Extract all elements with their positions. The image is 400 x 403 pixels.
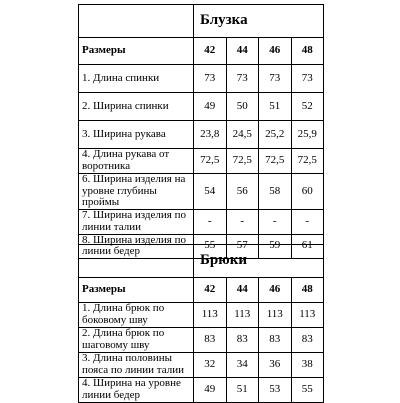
table-row [79,121,324,149]
cell-value: 60 [291,174,324,210]
cell-value: 57 [226,234,259,258]
row-label: 2. Длина брюк по шаговому шву [79,328,194,353]
cell-value: 36 [259,353,292,378]
cell-value: 73 [291,65,324,93]
blouse-size-table [78,4,324,259]
row-label: 4. Ширина на уровне линии бедер [79,378,194,403]
cell-value: 73 [194,65,227,93]
trousers-header-row [79,278,324,303]
blouse-title: Блузка [194,5,324,38]
blouse-header-row [79,38,324,65]
cell-value: 50 [226,93,259,121]
cell-value: 56 [226,174,259,210]
table-row [79,93,324,121]
table-row [79,174,324,210]
size-header: 42 [194,38,227,65]
cell-value: - [291,209,324,234]
cell-value: 83 [226,328,259,353]
cell-value: 23,8 [194,121,227,149]
cell-value: 83 [194,328,227,353]
cell-value: 55 [194,234,227,258]
cell-value: 58 [259,174,292,210]
cell-value: 72,5 [259,149,292,174]
cell-value: - [259,209,292,234]
row-label: 3. Длина половины пояса по линии талии [79,353,194,378]
cell-value: 59 [259,234,292,258]
row-label: 7. Ширина изделия по линии талии [79,209,194,234]
row-label: 1. Длина спинки [79,65,194,93]
row-label: 1. Длина брюк по боковому шву [79,303,194,328]
size-header: 48 [291,278,324,303]
row-label: 4. Длина рукава от воротника [79,149,194,174]
blank-cell [79,245,194,278]
cell-value: 113 [226,303,259,328]
cell-value: 72,5 [194,149,227,174]
cell-value: 72,5 [226,149,259,174]
table-row [79,65,324,93]
cell-value: - [226,209,259,234]
cell-value: 32 [194,353,227,378]
table-row [79,328,324,353]
trousers-title: Брюки [194,245,324,278]
cell-value: 38 [291,353,324,378]
cell-value: 83 [259,328,292,353]
cell-value: 53 [259,378,292,403]
cell-value: 25,2 [259,121,292,149]
table-row [79,303,324,328]
blouse-title-row [79,5,324,38]
row-label: 2. Ширина спинки [79,93,194,121]
trousers-title-row [79,245,324,278]
cell-value: 52 [291,93,324,121]
cell-value: 72,5 [291,149,324,174]
cell-value: 113 [259,303,292,328]
trousers-size-table [78,244,324,403]
row-label: 8. Ширина изделия по линии бедер [79,234,194,258]
size-header: 46 [259,38,292,65]
sizes-header: Размеры [79,38,194,65]
cell-value: 34 [226,353,259,378]
cell-value: 24,5 [226,121,259,149]
sizes-header: Размеры [79,278,194,303]
cell-value: 73 [259,65,292,93]
cell-value: 54 [194,174,227,210]
cell-value: 113 [291,303,324,328]
cell-value: 83 [291,328,324,353]
cell-value: 51 [259,93,292,121]
table-row [79,149,324,174]
table-row [79,209,324,234]
size-header: 44 [226,38,259,65]
cell-value: 25,9 [291,121,324,149]
cell-value: 49 [194,378,227,403]
size-header: 46 [259,278,292,303]
size-header: 48 [291,38,324,65]
cell-value: - [194,209,227,234]
row-label: 6. Ширина изделия на уровне глубины проймы [79,174,194,210]
cell-value: 73 [226,65,259,93]
table-row [79,378,324,403]
cell-value: 61 [291,234,324,258]
row-label: 3. Ширина рукава [79,121,194,149]
cell-value: 51 [226,378,259,403]
cell-value: 113 [194,303,227,328]
cell-value: 49 [194,93,227,121]
size-header: 44 [226,278,259,303]
table-row [79,353,324,378]
cell-value: 55 [291,378,324,403]
size-header: 42 [194,278,227,303]
blank-cell [79,5,194,38]
